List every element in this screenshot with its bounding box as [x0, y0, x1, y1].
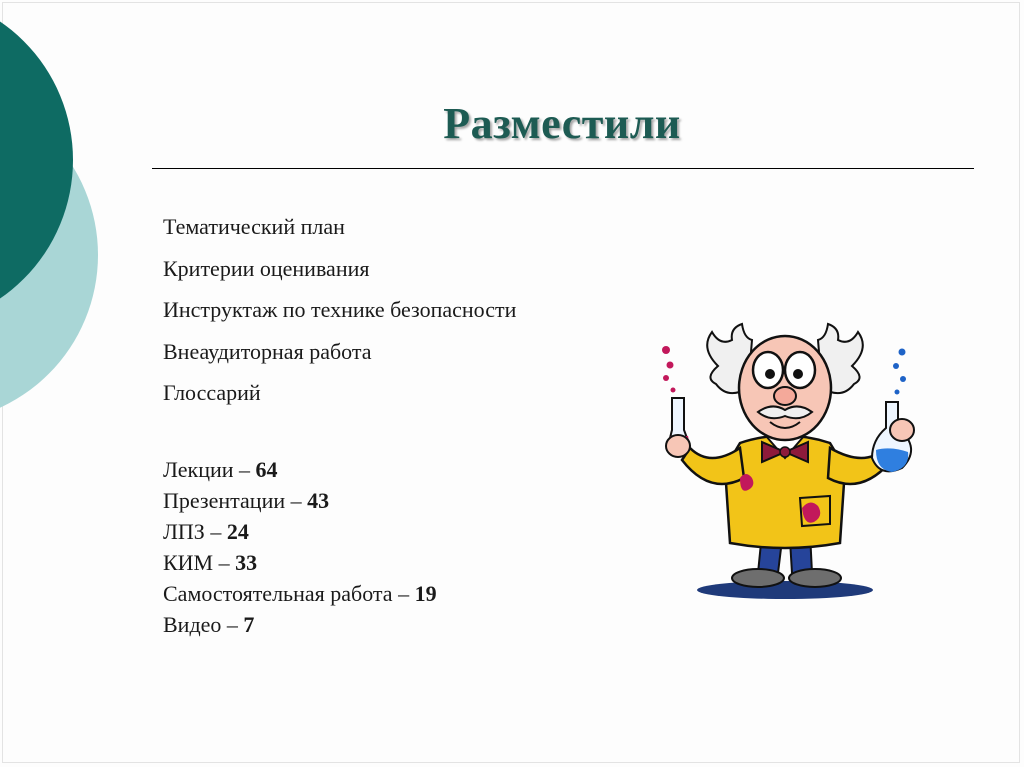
title-divider	[152, 168, 974, 169]
stat-dash: –	[290, 488, 302, 513]
stat-value: 24	[226, 519, 249, 544]
stat-item	[163, 609, 437, 640]
stat-value: 19	[414, 581, 437, 606]
stat-item	[163, 454, 437, 485]
stat-item	[163, 516, 437, 547]
stat-label: Самостоятельная работа	[163, 581, 393, 606]
stat-label: ЛПЗ	[163, 519, 205, 544]
stat-value: 64	[255, 457, 278, 482]
stat-value: 7	[243, 612, 255, 637]
stat-label: КИМ	[163, 550, 214, 575]
stat-item	[163, 547, 437, 578]
stat-dash: –	[218, 550, 230, 575]
scientist-illustration-icon	[640, 318, 930, 608]
stat-dash: –	[210, 519, 222, 544]
topic-item: Тематический план	[163, 214, 345, 239]
stat-item	[163, 485, 437, 516]
topic-item: Глоссарий	[163, 380, 261, 405]
topic-item: Инструктаж по технике безопасности	[163, 297, 517, 322]
stat-label: Презентации	[163, 488, 286, 513]
stat-label: Лекции	[163, 457, 234, 482]
stat-item	[163, 578, 437, 609]
stats-list	[163, 454, 437, 640]
stat-dash: –	[226, 612, 238, 637]
slide-title: Разместили	[443, 99, 681, 148]
topics-list	[163, 212, 516, 420]
topic-item: Критерии оценивания	[163, 255, 370, 281]
topic-item: Внеаудиторная работа	[163, 338, 372, 364]
stat-value: 33	[235, 550, 258, 575]
stat-label: Видео	[163, 612, 222, 637]
stat-dash: –	[239, 457, 251, 482]
stat-dash: –	[398, 581, 410, 606]
stat-value: 43	[307, 488, 330, 513]
